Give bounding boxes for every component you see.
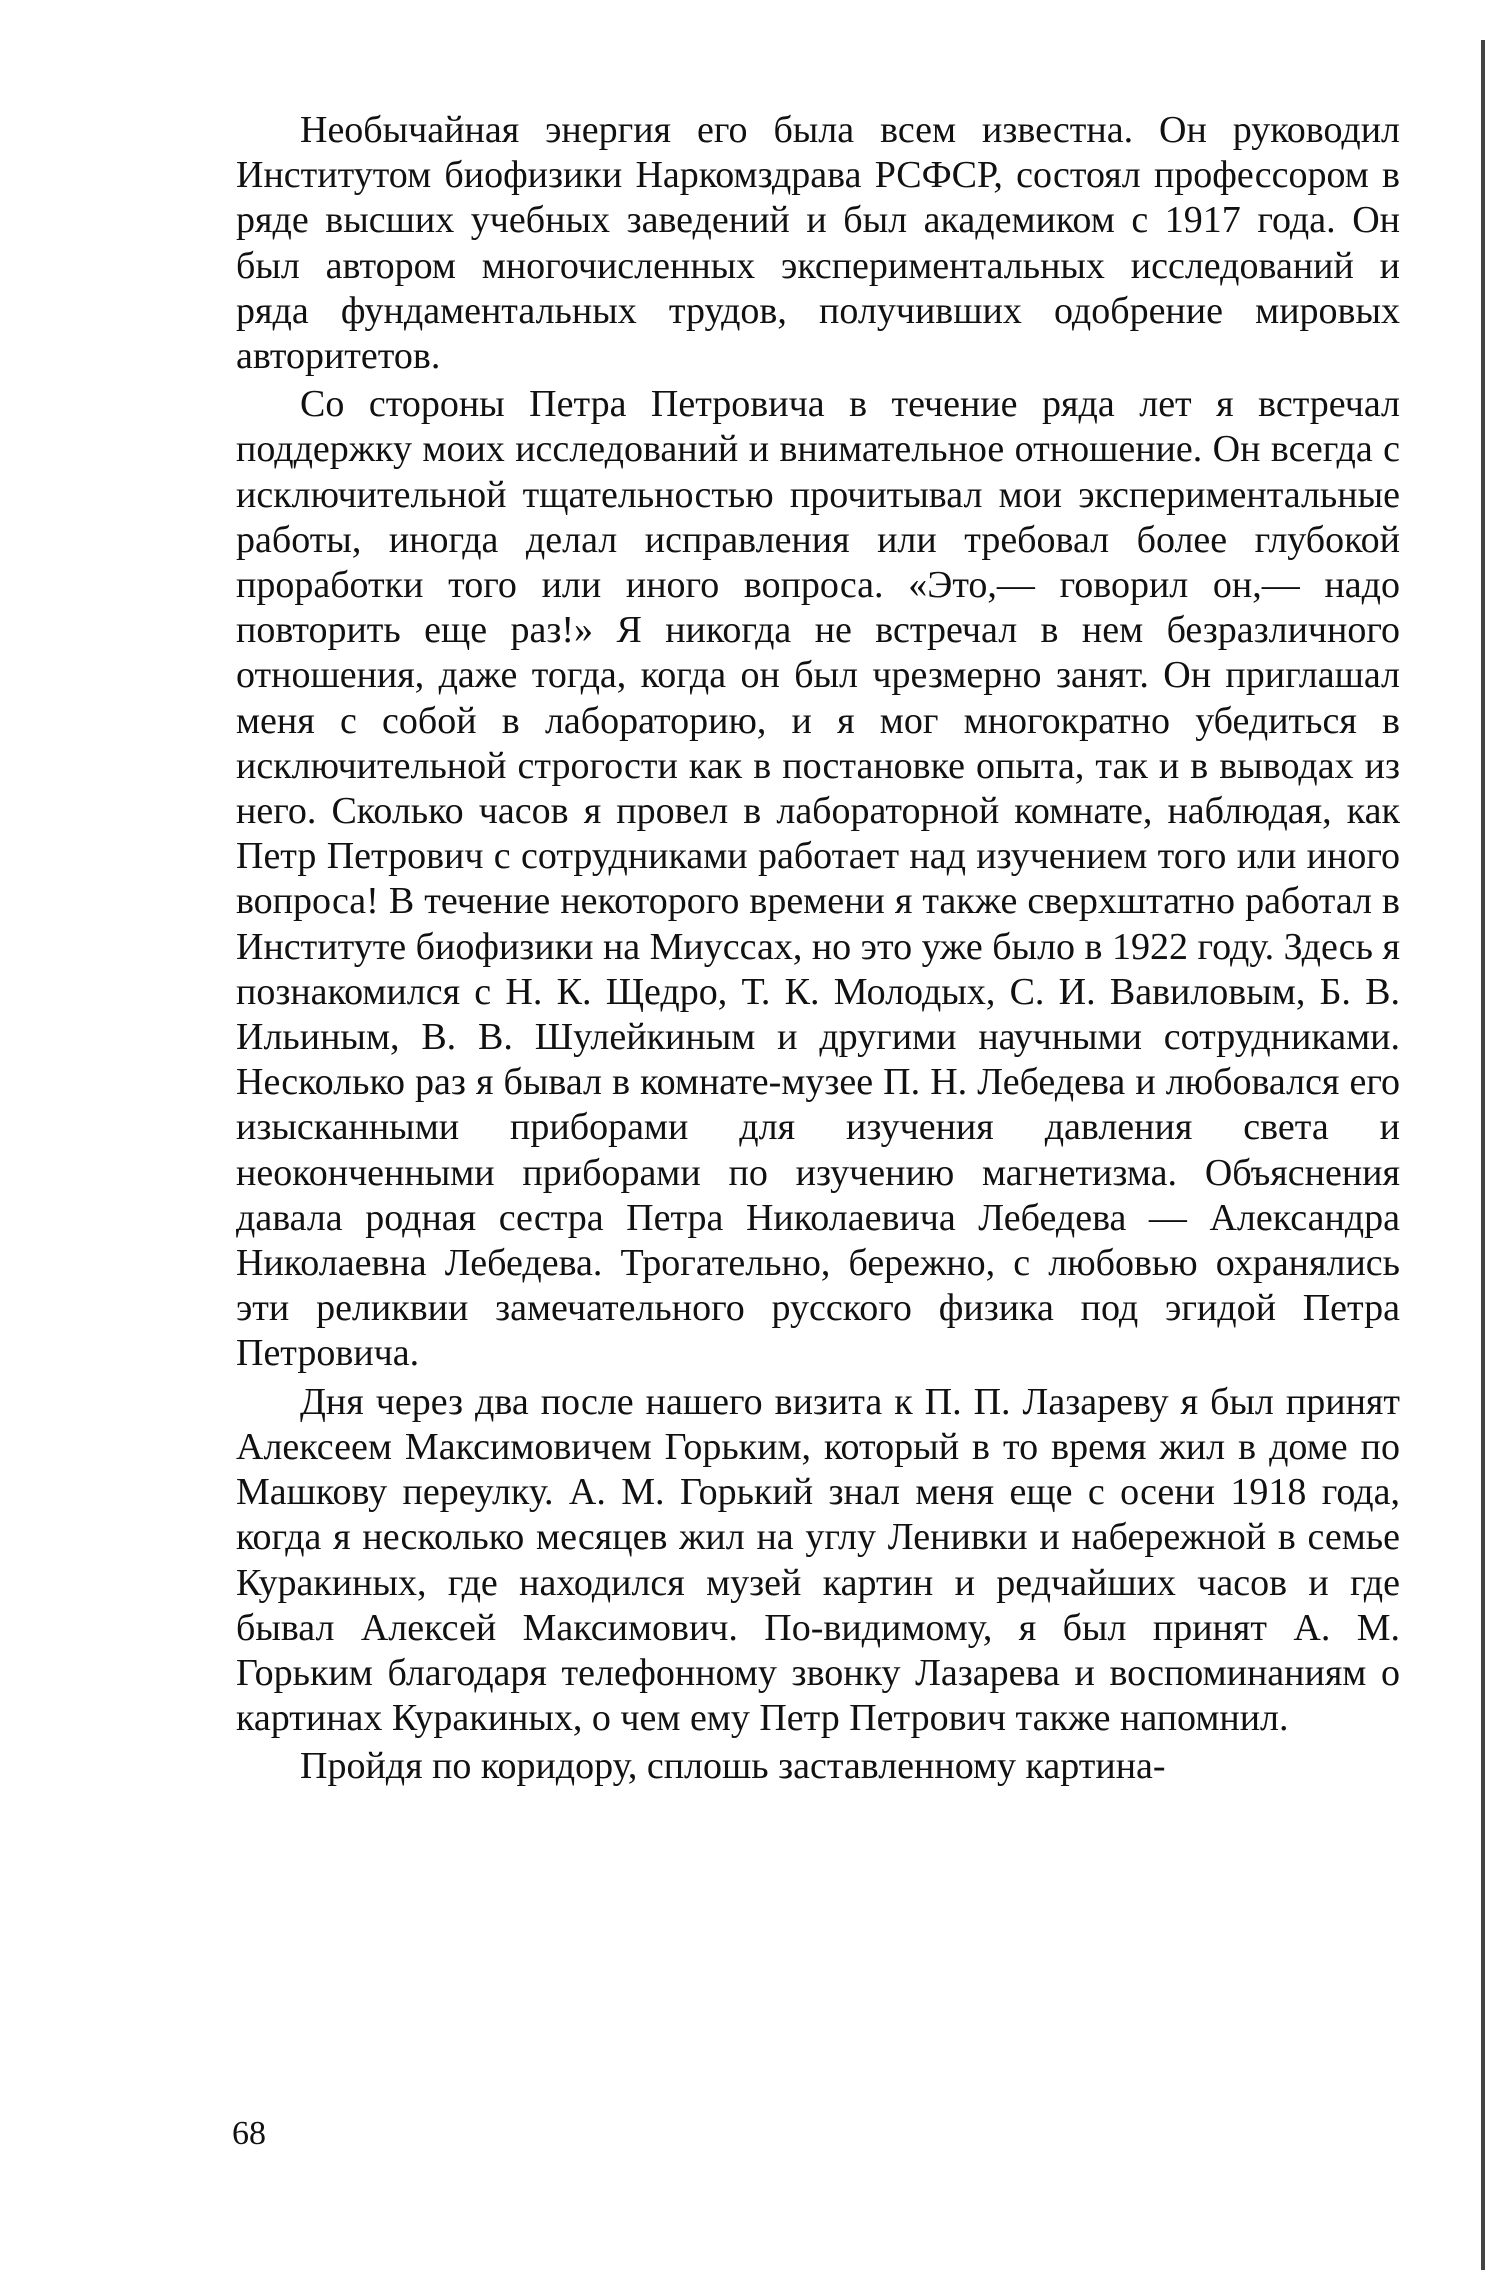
body-text (236, 108, 1400, 1793)
paragraph-2: Со стороны Петра Петровича в течение ряда лет я встречал поддержку моих исследований и внимательное отношение. Он всегда с исключительной тщательностью прочитывал мои экспериментальные работы, иногда делал исправления или требовал более глубокой проработки того или иного вопроса. «Это,— говорил он,— надо повторить еще раз!» Я никогда не встречал в нем безразличного отношения, даже тогда, когда он был чрезмерно занят. Он приглашал меня с собой в лабораторию, и я мог многократно убедиться в исключительной строгости как в постановке опыта, так и в выводах из него. Сколько часов я провел в лабораторной комнате, наблюдая, как Петр Петрович с сотрудниками работает над изучением того или иного вопроса! В течение некоторого времени я также сверхштатно работал в Институте биофизики на Миуссах, но это уже было в 1922 году. Здесь я познакомился с Н. К. Щедро, Т. К. Молодых, С. И. Вавиловым, Б. В. Ильиным, В. В. Шулейкиным и другими научными сотрудниками. Несколько раз я бывал в комнате-музее П. Н. Лебедева и любовался его изысканными приборами для изучения давления света и неоконченными приборами по изучению магнетизма. Объяснения давала родная сестра Петра Николаевича Лебедева — Александра Николаевна Лебедева. Трогательно, бережно, с любовью охранялись эти реликвии замечательного русского физика под эгидой Петра Петровича. (236, 383, 1400, 1375)
page-number: 68 (232, 2115, 266, 2152)
paragraph-4: Пройдя по коридору, сплошь заставленному картина- (300, 1745, 1166, 1788)
page-edge-shadow (1481, 40, 1485, 2270)
paragraph-1: Необычайная энергия его была всем известна. Он руководил Институтом биофизики Наркомздрава РСФСР, состоял профессором в ряде высших учебных заведений и был академиком с 1917 года. Он был автором многочисленных экспериментальных исследований и ряда фундаментальных трудов, получивших одобрение мировых авторитетов. (236, 109, 1400, 378)
paragraph-3: Дня через два после нашего визита к П. П. Лазареву я был принят Алексеем Максимовичем Горьким, который в то время жил в доме по Машкову переулку. А. М. Горький знал меня еще с осени 1918 года, когда я несколько месяцев жил на углу Ленивки и набережной в семье Куракиных, где находился музей картин и редчайших часов и где бывал Алексей Максимович. По-видимому, я был принят А. М. Горьким благодаря телефонному звонку Лазарева и воспоминаниям о картинах Куракиных, о чем ему Петр Петрович также напомнил. (236, 1380, 1400, 1740)
